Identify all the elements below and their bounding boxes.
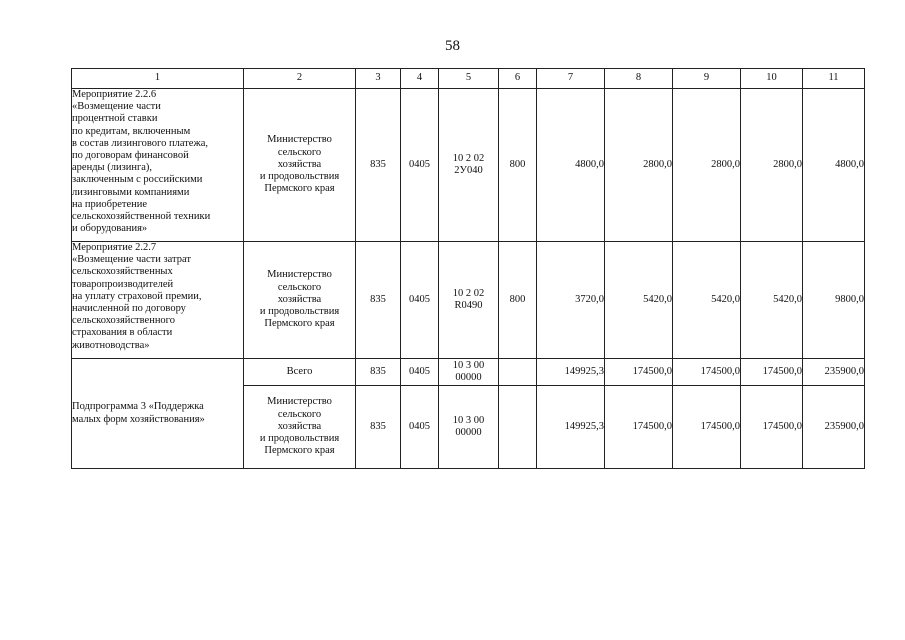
admin-code: 835: [356, 359, 401, 386]
admin-code: 835: [356, 386, 401, 469]
amount-cell: 174500,0: [673, 359, 741, 386]
target-article-code: 10 2 02 2У040: [439, 89, 499, 242]
amount-cell: 174500,0: [741, 386, 803, 469]
page-number: 58: [445, 38, 460, 54]
section-code: 0405: [401, 359, 439, 386]
amount-cell: 174500,0: [673, 386, 741, 469]
header-cell: 10: [741, 69, 803, 89]
section-code: 0405: [401, 89, 439, 242]
section-code: 0405: [401, 242, 439, 359]
admin-code: 835: [356, 242, 401, 359]
header-cell: 7: [537, 69, 605, 89]
ministry-name: Министерство сельского хозяйства и продовольствия Пермского края: [244, 242, 356, 359]
amount-cell: 5420,0: [673, 242, 741, 359]
amount-cell: 174500,0: [605, 359, 673, 386]
expense-type-code: 800: [499, 242, 537, 359]
amount-cell: 174500,0: [605, 386, 673, 469]
expense-type-code: 800: [499, 89, 537, 242]
subprogram-description: Подпрограмма 3 «Поддержка малых форм хозяйствования»: [72, 359, 244, 469]
header-cell: 3: [356, 69, 401, 89]
ministry-name: Министерство сельского хозяйства и продовольствия Пермского края: [244, 89, 356, 242]
amount-cell: 235900,0: [803, 386, 865, 469]
amount-cell: 149925,3: [537, 386, 605, 469]
header-cell: 5: [439, 69, 499, 89]
amount-cell: 149925,3: [537, 359, 605, 386]
total-label: Всего: [244, 359, 356, 386]
target-article-code: 10 3 00 00000: [439, 386, 499, 469]
measure-description: Мероприятие 2.2.6 «Возмещение части процентной ставки по кредитам, включенным в состав лизингового платежа, по договорам финансовой аренды (лизинга), заключенным с российскими лизинговыми компаниями на приобретение сельскохозяйственной техники и оборудования»: [72, 89, 244, 242]
amount-cell: 5420,0: [605, 242, 673, 359]
ministry-name: Министерство сельского хозяйства и продовольствия Пермского края: [244, 386, 356, 469]
header-cell: 6: [499, 69, 537, 89]
amount-cell: 4800,0: [537, 89, 605, 242]
table-row: [72, 242, 865, 359]
amount-cell: 174500,0: [741, 359, 803, 386]
header-cell: 1: [72, 69, 244, 89]
admin-code: 835: [356, 89, 401, 242]
table-row: [72, 89, 865, 242]
header-row: [72, 69, 865, 89]
header-cell: 9: [673, 69, 741, 89]
amount-cell: 2800,0: [605, 89, 673, 242]
amount-cell: 235900,0: [803, 359, 865, 386]
amount-cell: 4800,0: [803, 89, 865, 242]
amount-cell: 5420,0: [741, 242, 803, 359]
budget-table: [71, 68, 865, 469]
table-row-total: [72, 359, 865, 386]
measure-description: Мероприятие 2.2.7 «Возмещение части затрат сельскохозяйственных товаропроизводителей на уплату страховой премии, начисленной по договору сельскохозяйственного страхования в области животноводства»: [72, 242, 244, 359]
header-cell: 11: [803, 69, 865, 89]
target-article-code: 10 3 00 00000: [439, 359, 499, 386]
header-cell: 4: [401, 69, 439, 89]
section-code: 0405: [401, 386, 439, 469]
amount-cell: 2800,0: [673, 89, 741, 242]
expense-type-code: [499, 386, 537, 469]
amount-cell: 3720,0: [537, 242, 605, 359]
header-cell: 8: [605, 69, 673, 89]
expense-type-code: [499, 359, 537, 386]
target-article-code: 10 2 02 R0490: [439, 242, 499, 359]
amount-cell: 9800,0: [803, 242, 865, 359]
amount-cell: 2800,0: [741, 89, 803, 242]
header-cell: 2: [244, 69, 356, 89]
